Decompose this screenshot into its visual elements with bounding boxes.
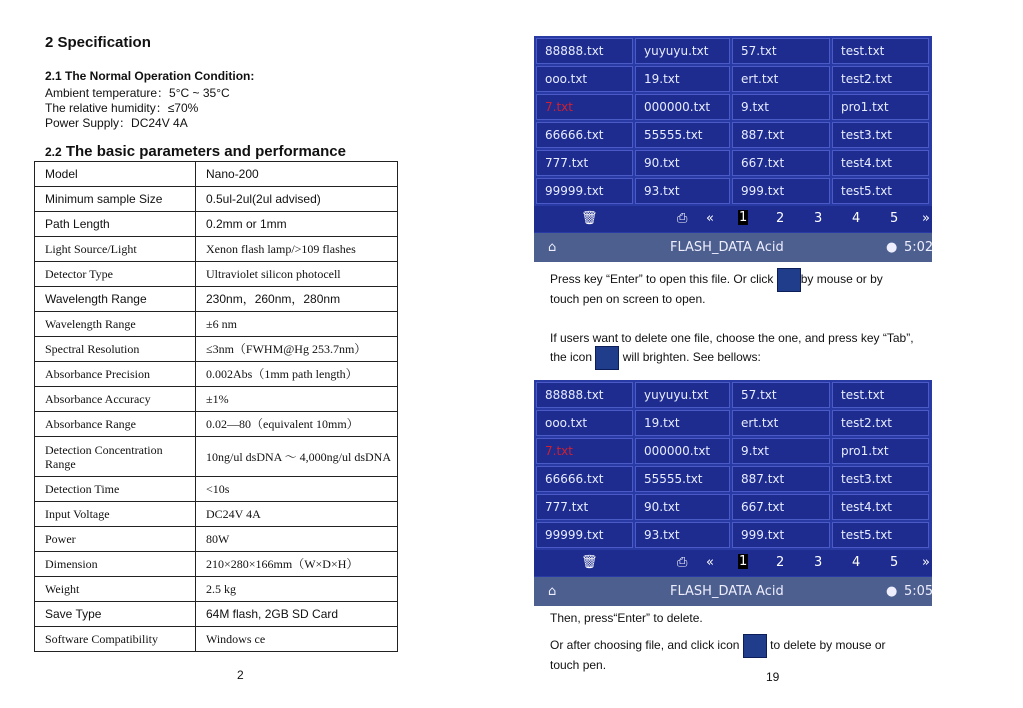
page-3[interactable]: 3 xyxy=(814,555,823,570)
trash-icon[interactable]: 🗑 xyxy=(581,555,598,570)
condition-power: Power Supply：DC24V 4A xyxy=(45,116,188,130)
file-item[interactable]: 93.txt xyxy=(635,522,730,548)
table-row xyxy=(35,602,398,627)
file-item[interactable]: yuyuyu.txt xyxy=(635,382,730,408)
file-item[interactable]: yuyuyu.txt xyxy=(635,38,730,64)
chevron-left-icon[interactable]: « xyxy=(706,555,714,570)
spec-label: Absorbance Accuracy xyxy=(35,387,196,412)
spec-label: Save Type xyxy=(35,602,196,627)
spec-value: ≤3nm（FWHM@Hg 253.7nm） xyxy=(196,337,398,362)
file-item[interactable]: 93.txt xyxy=(635,178,730,204)
spec-label: Detection Concentration Range xyxy=(35,437,196,477)
file-item[interactable]: 88888.txt xyxy=(536,382,633,408)
spec-label: Light Source/Light xyxy=(35,237,196,262)
spec-value: 2.5 kg xyxy=(196,577,398,602)
spec-value: ±6 nm xyxy=(196,312,398,337)
file-item[interactable]: ert.txt xyxy=(732,410,830,436)
status-time: 5:05 xyxy=(904,584,934,599)
table-row xyxy=(35,212,398,237)
pager-bar xyxy=(534,206,932,232)
table-row xyxy=(35,527,398,552)
table-row xyxy=(35,502,398,527)
spec-value: 64M flash, 2GB SD Card xyxy=(196,602,398,627)
file-item[interactable]: test4.txt xyxy=(832,494,929,520)
file-item[interactable]: 88888.txt xyxy=(536,38,633,64)
file-grid xyxy=(536,38,929,204)
table-row xyxy=(35,237,398,262)
instruction-click-delete-2: touch pen. xyxy=(550,658,607,672)
page-4[interactable]: 4 xyxy=(852,211,861,226)
file-item[interactable]: pro1.txt xyxy=(832,438,929,464)
print-icon[interactable]: ⎙ xyxy=(677,555,688,570)
file-item[interactable]: 7.txt xyxy=(536,438,633,464)
file-item[interactable]: 90.txt xyxy=(635,150,730,176)
file-item[interactable]: test.txt xyxy=(832,382,929,408)
file-item[interactable]: 19.txt xyxy=(635,410,730,436)
spec-label: Power xyxy=(35,527,196,552)
file-item[interactable]: test3.txt xyxy=(832,466,929,492)
file-grid xyxy=(536,382,929,548)
instruction-click-delete: Or after choosing file, and click icon to delete by mouse or xyxy=(550,634,886,658)
table-row xyxy=(35,477,398,502)
spec-value: Nano-200 xyxy=(196,162,398,187)
chevron-left-icon[interactable]: « xyxy=(706,211,714,226)
table-row xyxy=(35,162,398,187)
spec-value: 10ng/ul dsDNA ～ 4,000ng/ul dsDNA xyxy=(196,437,398,477)
file-item[interactable]: pro1.txt xyxy=(832,94,929,120)
instruction-delete-2: the icon will brighten. See bellows: xyxy=(550,346,761,370)
table-row xyxy=(35,552,398,577)
page-2[interactable]: 2 xyxy=(776,211,785,226)
spec-value: 0.5ul-2ul(2ul advised) xyxy=(196,187,398,212)
page-1[interactable]: 1 xyxy=(739,210,748,225)
spec-label: Software Compatibility xyxy=(35,627,196,652)
file-item[interactable]: test5.txt xyxy=(832,522,929,548)
condition-temperature: Ambient temperature：5°C ~ 35°C xyxy=(45,86,230,100)
file-browser-screen-2 xyxy=(534,380,932,606)
file-item[interactable]: 667.txt xyxy=(732,150,830,176)
file-item[interactable]: test.txt xyxy=(832,38,929,64)
spec-label: Minimum sample Size xyxy=(35,187,196,212)
page-5[interactable]: 5 xyxy=(890,555,899,570)
table-row xyxy=(35,437,398,477)
trash-icon xyxy=(595,346,619,370)
file-item[interactable]: 57.txt xyxy=(732,38,830,64)
home-icon[interactable]: ⌂ xyxy=(548,584,557,599)
file-item[interactable]: 99999.txt xyxy=(536,522,633,548)
file-item[interactable]: 9.txt xyxy=(732,94,830,120)
table-row xyxy=(35,287,398,312)
file-item[interactable]: 66666.txt xyxy=(536,122,633,148)
file-item[interactable]: 887.txt xyxy=(732,466,830,492)
spec-value: DC24V 4A xyxy=(196,502,398,527)
page-3[interactable]: 3 xyxy=(814,211,823,226)
file-item[interactable]: test4.txt xyxy=(832,150,929,176)
status-title: FLASH_DATA Acid xyxy=(670,584,784,599)
table-row xyxy=(35,262,398,287)
status-bar xyxy=(534,233,932,262)
status-time: 5:02 xyxy=(904,240,934,255)
trash-icon[interactable]: 🗑 xyxy=(581,211,598,226)
file-item[interactable]: 777.txt xyxy=(536,494,633,520)
file-item[interactable]: 887.txt xyxy=(732,122,830,148)
table-row xyxy=(35,412,398,437)
spec-value: 0.02—80（equivalent 10mm） xyxy=(196,412,398,437)
spec-label: Wavelength Range xyxy=(35,312,196,337)
spec-value: 230nm，260nm，280nm xyxy=(196,287,398,312)
instruction-delete: If users want to delete one file, choose the one, and press key “Tab”, xyxy=(550,331,914,345)
subheading-number: 2.2 xyxy=(45,145,62,159)
file-item[interactable]: 7.txt xyxy=(536,94,633,120)
spec-value: 0.2mm or 1mm xyxy=(196,212,398,237)
chevron-right-icon[interactable]: » xyxy=(922,555,930,570)
spec-value: 0.002Abs（1mm path length） xyxy=(196,362,398,387)
spec-value: 80W xyxy=(196,527,398,552)
spec-value: Xenon flash lamp/>109 flashes xyxy=(196,237,398,262)
spec-label: Input Voltage xyxy=(35,502,196,527)
page-1[interactable]: 1 xyxy=(739,554,748,569)
page-4[interactable]: 4 xyxy=(852,555,861,570)
file-item[interactable]: test5.txt xyxy=(832,178,929,204)
file-item[interactable]: ooo.txt xyxy=(536,66,633,92)
page-number-right: 19 xyxy=(766,670,780,684)
file-item[interactable]: 9.txt xyxy=(732,438,830,464)
spec-label: Path Length xyxy=(35,212,196,237)
table-row xyxy=(35,577,398,602)
conditions-list xyxy=(45,86,230,131)
spec-value: ±1% xyxy=(196,387,398,412)
spec-table xyxy=(34,161,398,652)
spec-value: <10s xyxy=(196,477,398,502)
file-item[interactable]: 19.txt xyxy=(635,66,730,92)
table-row xyxy=(35,387,398,412)
spec-value: Windows ce xyxy=(196,627,398,652)
file-item[interactable]: test2.txt xyxy=(832,66,929,92)
spec-label: Dimension xyxy=(35,552,196,577)
trash-icon xyxy=(743,634,767,658)
spec-label: Model xyxy=(35,162,196,187)
file-item[interactable]: ert.txt xyxy=(732,66,830,92)
page-5[interactable]: 5 xyxy=(890,211,899,226)
instruction-open-2: touch pen on screen to open. xyxy=(550,292,706,306)
print-icon[interactable]: ⎙ xyxy=(677,211,688,226)
section-heading: 2 Specification xyxy=(45,34,151,51)
chevron-right-icon[interactable]: » xyxy=(922,211,930,226)
spec-label: Spectral Resolution xyxy=(35,337,196,362)
file-item[interactable]: ooo.txt xyxy=(536,410,633,436)
spec-label: Weight xyxy=(35,577,196,602)
print-icon xyxy=(777,268,801,292)
clock-icon: ● xyxy=(886,584,898,599)
file-item[interactable]: 000000.txt xyxy=(635,94,730,120)
file-item[interactable]: 57.txt xyxy=(732,382,830,408)
file-item[interactable]: test2.txt xyxy=(832,410,929,436)
status-title: FLASH_DATA Acid xyxy=(670,240,784,255)
table-row xyxy=(35,187,398,212)
file-item[interactable]: 999.txt xyxy=(732,522,830,548)
subheading-parameters xyxy=(45,143,346,160)
status-bar xyxy=(534,577,932,606)
file-item[interactable]: 99999.txt xyxy=(536,178,633,204)
instruction-open: Press key “Enter” to open this file. Or click by mouse or by xyxy=(550,268,883,292)
table-row xyxy=(35,362,398,387)
file-item[interactable]: 000000.txt xyxy=(635,438,730,464)
spec-label: Detector Type xyxy=(35,262,196,287)
page-number-left: 2 xyxy=(237,668,244,682)
file-item[interactable]: 999.txt xyxy=(732,178,830,204)
subheading-operation-condition: 2.1 The Normal Operation Condition: xyxy=(45,69,255,83)
spec-value: Ultraviolet silicon photocell xyxy=(196,262,398,287)
table-row xyxy=(35,312,398,337)
file-item[interactable]: 66666.txt xyxy=(536,466,633,492)
home-icon[interactable]: ⌂ xyxy=(548,240,557,255)
pager-bar xyxy=(534,550,932,576)
file-item[interactable]: 55555.txt xyxy=(635,466,730,492)
spec-value: 210×280×166mm（W×D×H） xyxy=(196,552,398,577)
page-2[interactable]: 2 xyxy=(776,555,785,570)
spec-label: Detection Time xyxy=(35,477,196,502)
spec-label: Wavelength Range xyxy=(35,287,196,312)
instruction-enter-delete: Then, press“Enter” to delete. xyxy=(550,611,703,625)
table-row xyxy=(35,627,398,652)
table-row xyxy=(35,337,398,362)
file-item[interactable]: 777.txt xyxy=(536,150,633,176)
file-item[interactable]: test3.txt xyxy=(832,122,929,148)
subheading-text: The basic parameters and performance xyxy=(65,143,346,160)
file-item[interactable]: 55555.txt xyxy=(635,122,730,148)
file-item[interactable]: 667.txt xyxy=(732,494,830,520)
spec-label: Absorbance Precision xyxy=(35,362,196,387)
clock-icon: ● xyxy=(886,240,898,255)
spec-label: Absorbance Range xyxy=(35,412,196,437)
file-browser-screen-1 xyxy=(534,36,932,262)
file-item[interactable]: 90.txt xyxy=(635,494,730,520)
condition-humidity: The relative humidity：≤70% xyxy=(45,101,199,115)
